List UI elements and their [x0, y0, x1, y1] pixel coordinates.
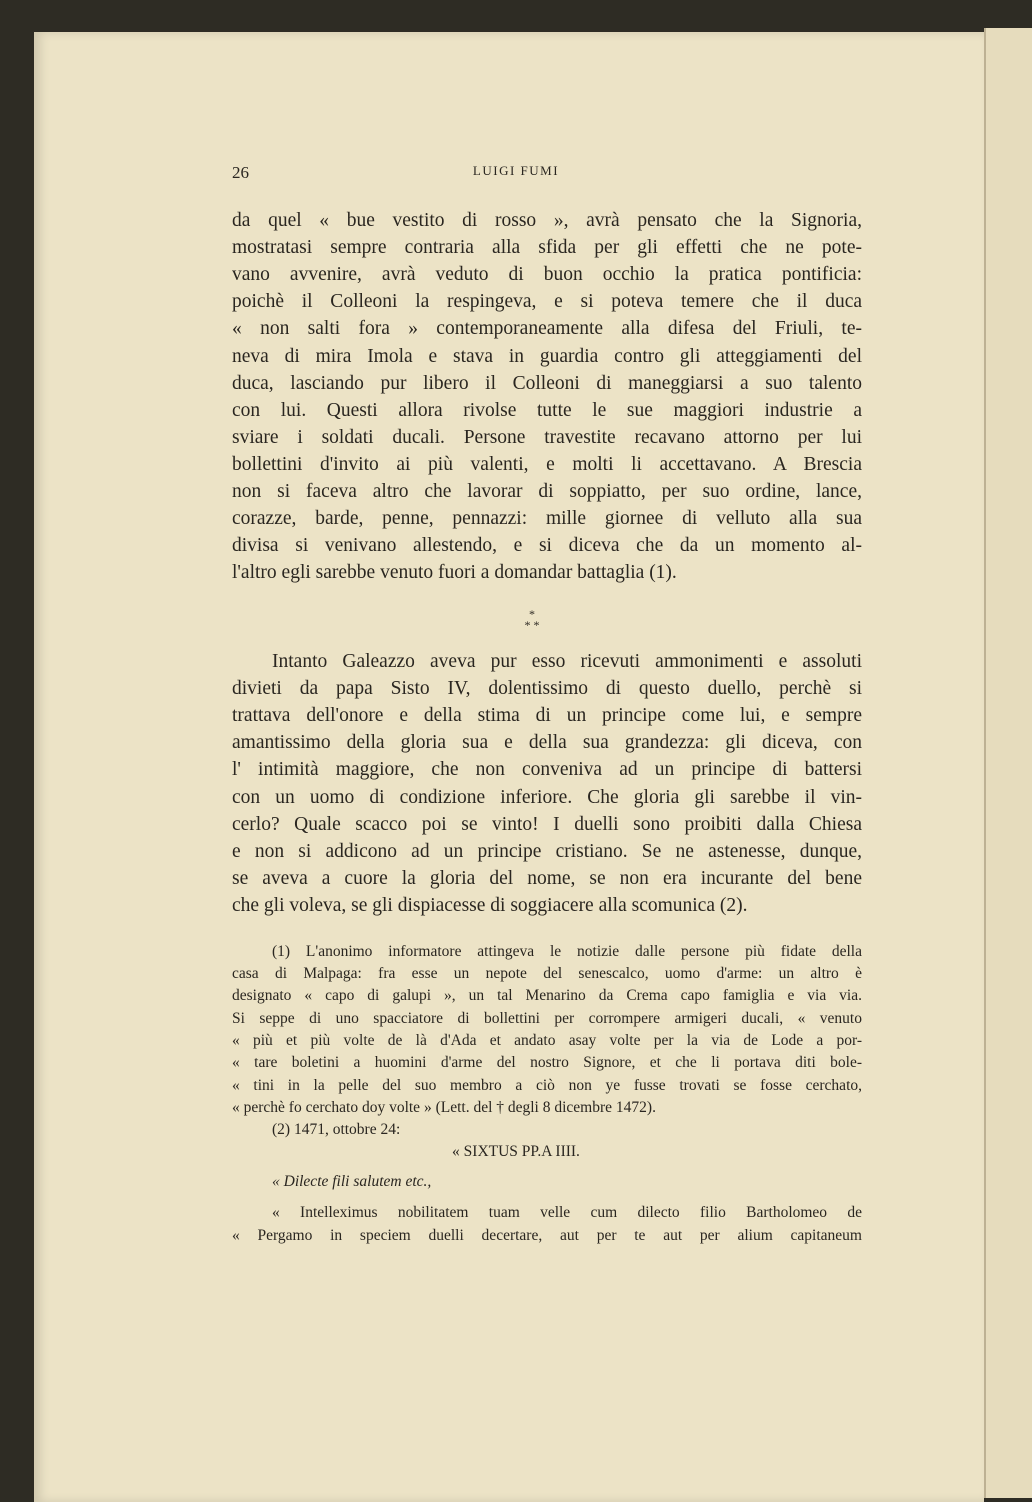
text-line: divisa si venivano allestendo, e si diceva che da un momento al- — [232, 535, 862, 557]
separator-star-top: * — [529, 607, 535, 621]
footnote-line: Si seppe di uno spacciatore di bollettini per corrompere armigeri ducali, « venuto — [232, 1010, 862, 1027]
text-line: cerlo? Quale scacco poi se vinto! I duelli sono proibiti dalla Chiesa — [232, 813, 862, 835]
text-line: con un uomo di condizione inferiore. Che gloria gli sarebbe il vin- — [232, 786, 862, 808]
text-line: bollettini d'invito ai più valenti, e molti li accettavano. A Brescia — [232, 453, 862, 475]
footnote-line: « più et più volte de là d'Ada et andato asay volte per la via de Lode a por- — [232, 1032, 862, 1049]
text-line: l'altro egli sarebbe venuto fuori a domandar battaglia (1). — [232, 562, 677, 584]
running-head: LUIGI FUMI — [472, 163, 560, 178]
text-line: neva di mira Imola e stava in guardia contro gli atteggiamenti del — [232, 345, 862, 367]
footnote-line: (2) 1471, ottobre 24: — [272, 1121, 401, 1138]
text-line: « non salti fora » contemporaneamente alla difesa del Friuli, te- — [232, 318, 862, 340]
text-line: con lui. Questi allora rivolse tutte le sue maggiori industrie a — [232, 399, 862, 421]
footnote-line: « tini in la pelle del suo membro a ciò non ye fusse trovati se fosse cerchato, — [232, 1077, 862, 1094]
footnote-line: designato « capo di galupi », un tal Menarino da Crema capo famiglia e via via. — [232, 987, 862, 1004]
footnote-line: « Intelleximus nobilitatem tuam velle cum dilecto filio Bartholomeo de — [272, 1204, 862, 1221]
text-line: mostratasi sempre contraria alla sfida per gli effetti che ne pote- — [232, 237, 862, 259]
text-line: Intanto Galeazzo aveva pur esso ricevuti ammonimenti e assoluti — [272, 651, 862, 672]
footnote-line: « Pergamo in speciem duelli decertare, aut per te aut per alium capitaneum — [232, 1227, 862, 1244]
footnote-line: « SIXTUS PP.A IIII. — [452, 1143, 580, 1160]
text-line: trattava dell'onore e della stima di un principe come lui, e sempre — [232, 705, 862, 727]
text-line: vano avvenire, avrà veduto di buon occhio la pratica pontificia: — [232, 264, 862, 286]
facing-page-edge — [984, 28, 1032, 1498]
text-line: poichè il Colleoni la respingeva, e si poteva temere che il duca — [232, 291, 862, 313]
text-line: e non si addicono ad un principe cristiano. Se ne astenesse, dunque, — [232, 840, 862, 862]
separator-stars-bottom: * * — [524, 618, 540, 632]
text-line: amantissimo della gloria sua e della sua grandezza: gli diceva, con — [232, 732, 862, 754]
text-line: sviare i soldati ducali. Persone travestite recavano attorno per lui — [232, 426, 862, 448]
footnote-line: « tare boletini a huomini d'arme del nostro Signore, et che li portava diti bole- — [232, 1054, 862, 1071]
footnote-line: casa di Malpaga: fra esse un nepote del senescalco, uomo d'arme: un altro è — [232, 965, 862, 982]
text-line: duca, lasciando pur libero il Colleoni di maneggiarsi a suo talento — [232, 372, 862, 394]
text-line: se aveva a cuore la gloria del nome, se non era incurante del bene — [232, 867, 862, 889]
text-line: che gli voleva, se gli dispiacesse di soggiacere alla scomunica (2). — [232, 894, 748, 916]
text-line: da quel « bue vestito di rosso », avrà pensato che la Signoria, — [232, 210, 862, 231]
footnote-line: « Dilecte fili salutem etc., — [272, 1173, 432, 1190]
text-line: divieti da papa Sisto IV, dolentissimo di questo duello, perchè si — [232, 678, 862, 700]
footnote-line: « perchè fo cerchato doy volte » (Lett. del † degli 8 dicembre 1472). — [232, 1099, 656, 1116]
text-line: non si faceva altro che lavorar di soppiatto, per suo ordine, lance, — [232, 481, 862, 502]
text-line: corazze, barde, penne, pennazzi: mille giornee di velluto alla sua — [232, 508, 862, 530]
footnote-line: (1) L'anonimo informatore attingeva le notizie dalle persone più fidate della — [272, 943, 862, 960]
text-line: l' intimità maggiore, che non conveniva ad un principe di battersi — [232, 759, 862, 781]
page-number: 26 — [232, 163, 249, 182]
